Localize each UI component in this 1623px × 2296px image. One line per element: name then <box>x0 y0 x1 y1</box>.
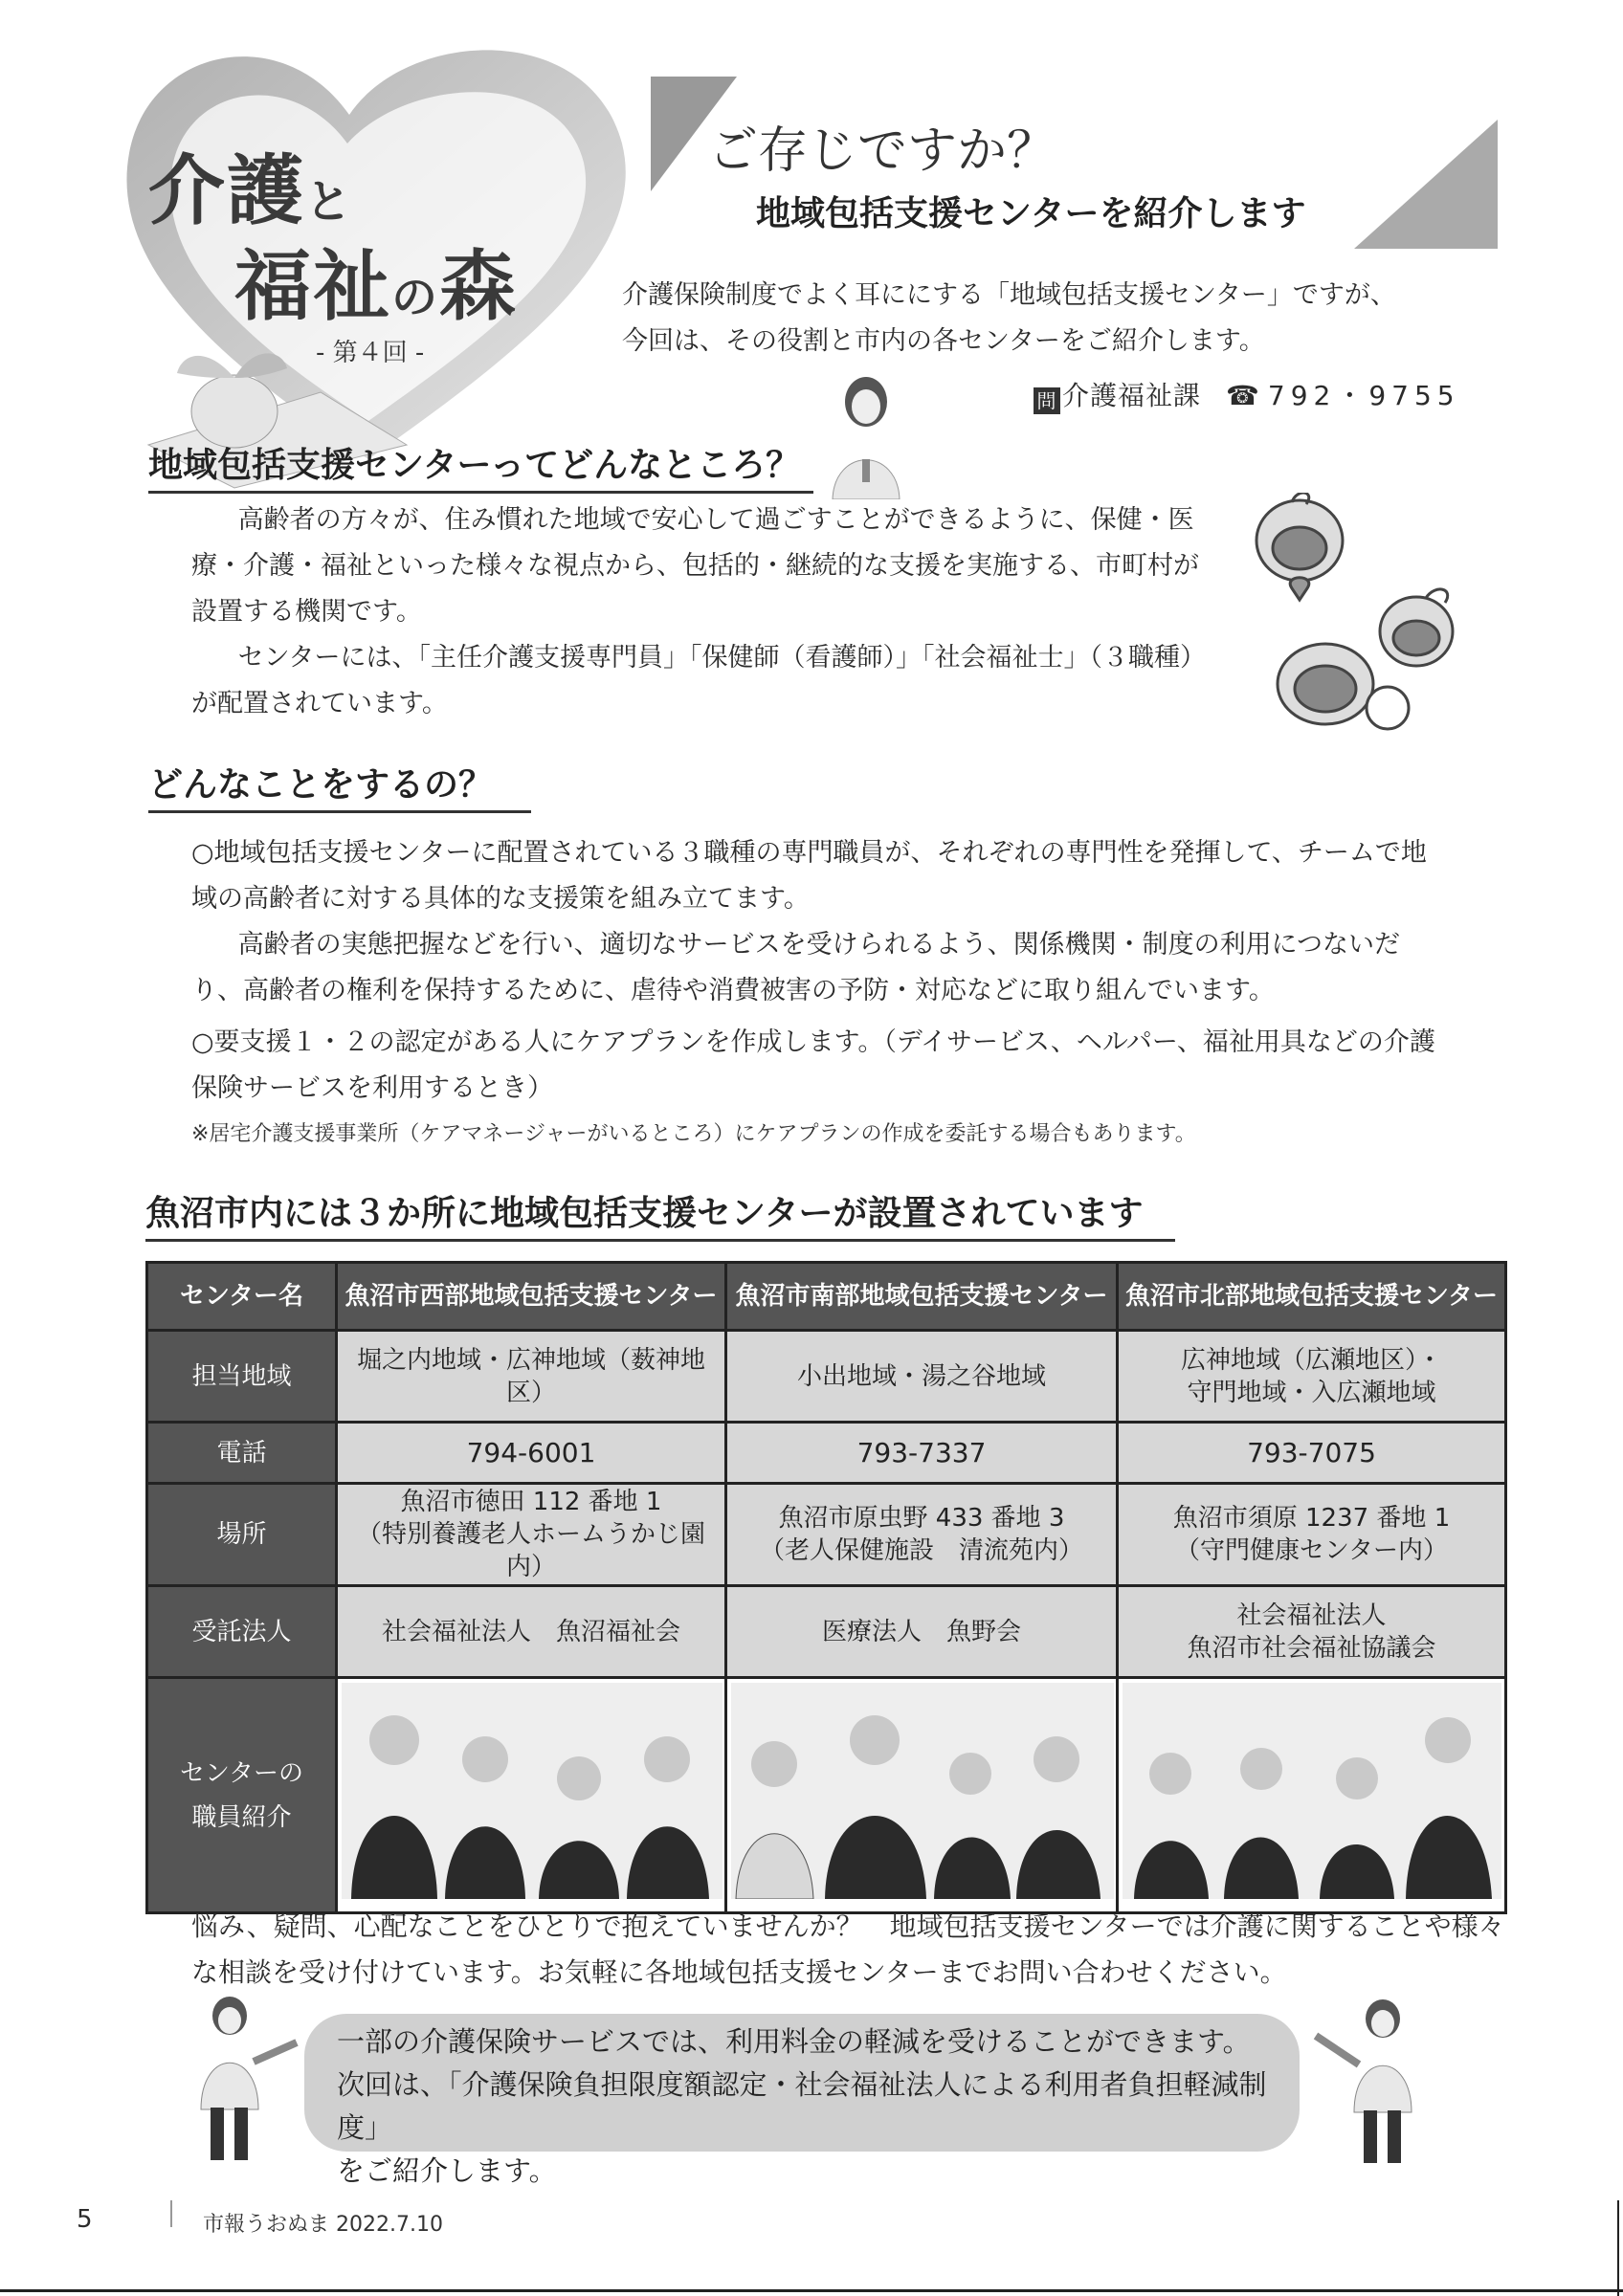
series-particle-to: と <box>305 175 354 229</box>
inquiry-icon: 問 <box>1034 387 1060 414</box>
section2-paragraph: 高齢者の実態把握などを行い、適切なサービスを受けられるよう、関係機関・制度の利用につないだり、高齢者の権利を保持するために、虐待や消費被害の予防・対応などに取り組んでいます。 <box>191 930 1401 1005</box>
staff-pointing-illustration <box>187 1995 301 2162</box>
center-name-south: 魚沼市南部地域包括支援センター <box>726 1263 1118 1331</box>
phone-icon: ☎ <box>1226 380 1260 411</box>
bubble-line: をご紹介します。 <box>337 2154 557 2187</box>
series-title-line1 <box>148 129 353 239</box>
staff-label-line: センターの <box>180 1758 303 1788</box>
intro-line: 今回は、その役割と市内の各センターをご紹介します。 <box>622 326 1265 356</box>
section-heading-locations: 魚沼市内には３か所に地域包括支援センターが設置されています <box>145 1186 1175 1242</box>
staff-illustration <box>823 375 909 499</box>
staff-photo <box>342 1683 723 1899</box>
closing-text: 悩み、疑問、心配なことをひとりで抱えていませんか？ 地域包括支援センターでは介護に関することや様々な相談を受け付けています。お気軽に各地域包括支援センターまでお問い合わせください。 <box>191 1910 1505 1988</box>
staff-photo-west <box>337 1678 726 1913</box>
table-row-phone <box>147 1423 1506 1484</box>
kicker-question: ご存じですか？ <box>708 122 1057 180</box>
table-row-operator <box>147 1586 1506 1678</box>
table-cell: 793-7337 <box>726 1423 1118 1484</box>
series-title-line2 <box>234 225 518 335</box>
staff-photo-north <box>1118 1678 1506 1913</box>
table-header-row <box>147 1263 1506 1331</box>
series-word-forest: 森 <box>439 241 519 331</box>
footer-divider <box>170 2200 172 2227</box>
staff-pointing-illustration <box>1311 1998 1426 2165</box>
bubble-line: 一部の介護保険サービスでは、利用料金の軽減を受けることができます。 <box>337 2025 1251 2058</box>
row-label-staff <box>147 1678 337 1913</box>
table-cell: 堀之内地域・広神地域（薮神地区） <box>337 1331 726 1423</box>
series-word-welfare: 福祉 <box>234 241 391 331</box>
bottom-rule <box>0 2289 1623 2292</box>
staff-photo-south <box>726 1678 1118 1913</box>
section-heading-what-do: どんなことをするの？ <box>148 758 531 813</box>
table-row-area <box>147 1331 1506 1423</box>
row-label: 電話 <box>147 1423 337 1484</box>
contact-phone: 792・9755 <box>1267 380 1460 411</box>
issue-number: - 第４回 - <box>316 339 425 367</box>
section2-note: ※居宅介護支援事業所（ケアマネージャーがいるところ）にケアプランの作成を委託する場合もあります。 <box>191 1122 1196 1146</box>
page-number: 5 <box>77 2205 93 2234</box>
table-cell: 小出地域・湯之谷地域 <box>726 1331 1118 1423</box>
right-rule <box>1617 2200 1619 2296</box>
staff-photo <box>1123 1683 1501 1899</box>
section2-body <box>191 830 1445 1112</box>
center-name-west: 魚沼市西部地域包括支援センター <box>337 1263 726 1331</box>
table-cell: 794-6001 <box>337 1423 726 1484</box>
series-particle-no: の <box>391 271 440 324</box>
mascot-illustration <box>1244 493 1478 732</box>
series-word-care: 介護 <box>148 145 305 235</box>
table-cell: 社会福祉法人 魚沼福祉会 <box>337 1586 726 1678</box>
kicker-title: 地域包括支援センターを紹介します <box>756 194 1306 233</box>
contact-department: 介護福祉課 <box>1062 380 1202 411</box>
bubble-line: 次回は、「介護保険負担限度額認定・社会福祉法人による利用者負担軽減制度」 <box>337 2068 1267 2144</box>
publication-info: 市報うおぬま 2022.7.10 <box>203 2213 443 2237</box>
table-cell: 魚沼市須原 1237 番地 1 （守門健康センター内） <box>1118 1484 1506 1586</box>
table-cell: 魚沼市徳田 112 番地 1 （特別養護老人ホームうかじ園内） <box>337 1484 726 1586</box>
table-cell: 793-7075 <box>1118 1423 1506 1484</box>
intro-line: 介護保険制度でよく耳ににする「地域包括支援センター」ですが、 <box>622 280 1396 310</box>
contact-line <box>1034 375 1460 414</box>
row-label: 場所 <box>147 1484 337 1586</box>
section1-paragraph: 高齢者の方々が、住み慣れた地域で安心して過ごすことができるように、保健・医療・介護・福祉といった様々な視点から、包括的・継続的な支援を実施する、市町村が設置する機関です。 <box>191 505 1199 627</box>
table-cell: 魚沼市原虫野 433 番地 3 （老人保健施設 清流苑内） <box>726 1484 1118 1586</box>
section1-body <box>191 497 1206 727</box>
centers-table <box>145 1261 1507 1914</box>
staff-label-line: 職員紹介 <box>191 1802 292 1832</box>
table-cell: 広神地域（広瀬地区）・ 守門地域・入広瀬地域 <box>1118 1331 1506 1423</box>
section2-paragraph: ○地域包括支援センターに配置されている３職種の専門職員が、それぞれの専門性を発揮して、チームで地域の高齢者に対する具体的な支援策を組み立てます。 <box>191 838 1427 914</box>
section2-paragraph: ○要支援１・２の認定がある人にケアプランを作成します。（デイサービス、ヘルパー、福祉用具などの介護保険サービスを利用するとき） <box>191 1027 1435 1103</box>
table-row-staff <box>147 1678 1506 1913</box>
section-heading-what-is: 地域包括支援センターってどんなところ？ <box>148 438 813 494</box>
center-name-north: 魚沼市北部地域包括支援センター <box>1118 1263 1506 1331</box>
table-row-location <box>147 1484 1506 1586</box>
next-issue-text <box>337 2020 1294 2193</box>
decor-triangle-right <box>1354 120 1498 249</box>
staff-photo <box>731 1683 1114 1899</box>
table-header-label: センター名 <box>147 1263 337 1331</box>
table-cell: 医療法人 魚野会 <box>726 1586 1118 1678</box>
row-label: 担当地域 <box>147 1331 337 1423</box>
section1-paragraph: センターには、「主任介護支援専門員」「保健師（看護師）」「社会福祉士」（３職種）が配置されています。 <box>191 643 1207 718</box>
table-cell: 社会福祉法人 魚沼市社会福祉協議会 <box>1118 1586 1506 1678</box>
intro-text <box>622 273 1483 364</box>
row-label: 受託法人 <box>147 1586 337 1678</box>
